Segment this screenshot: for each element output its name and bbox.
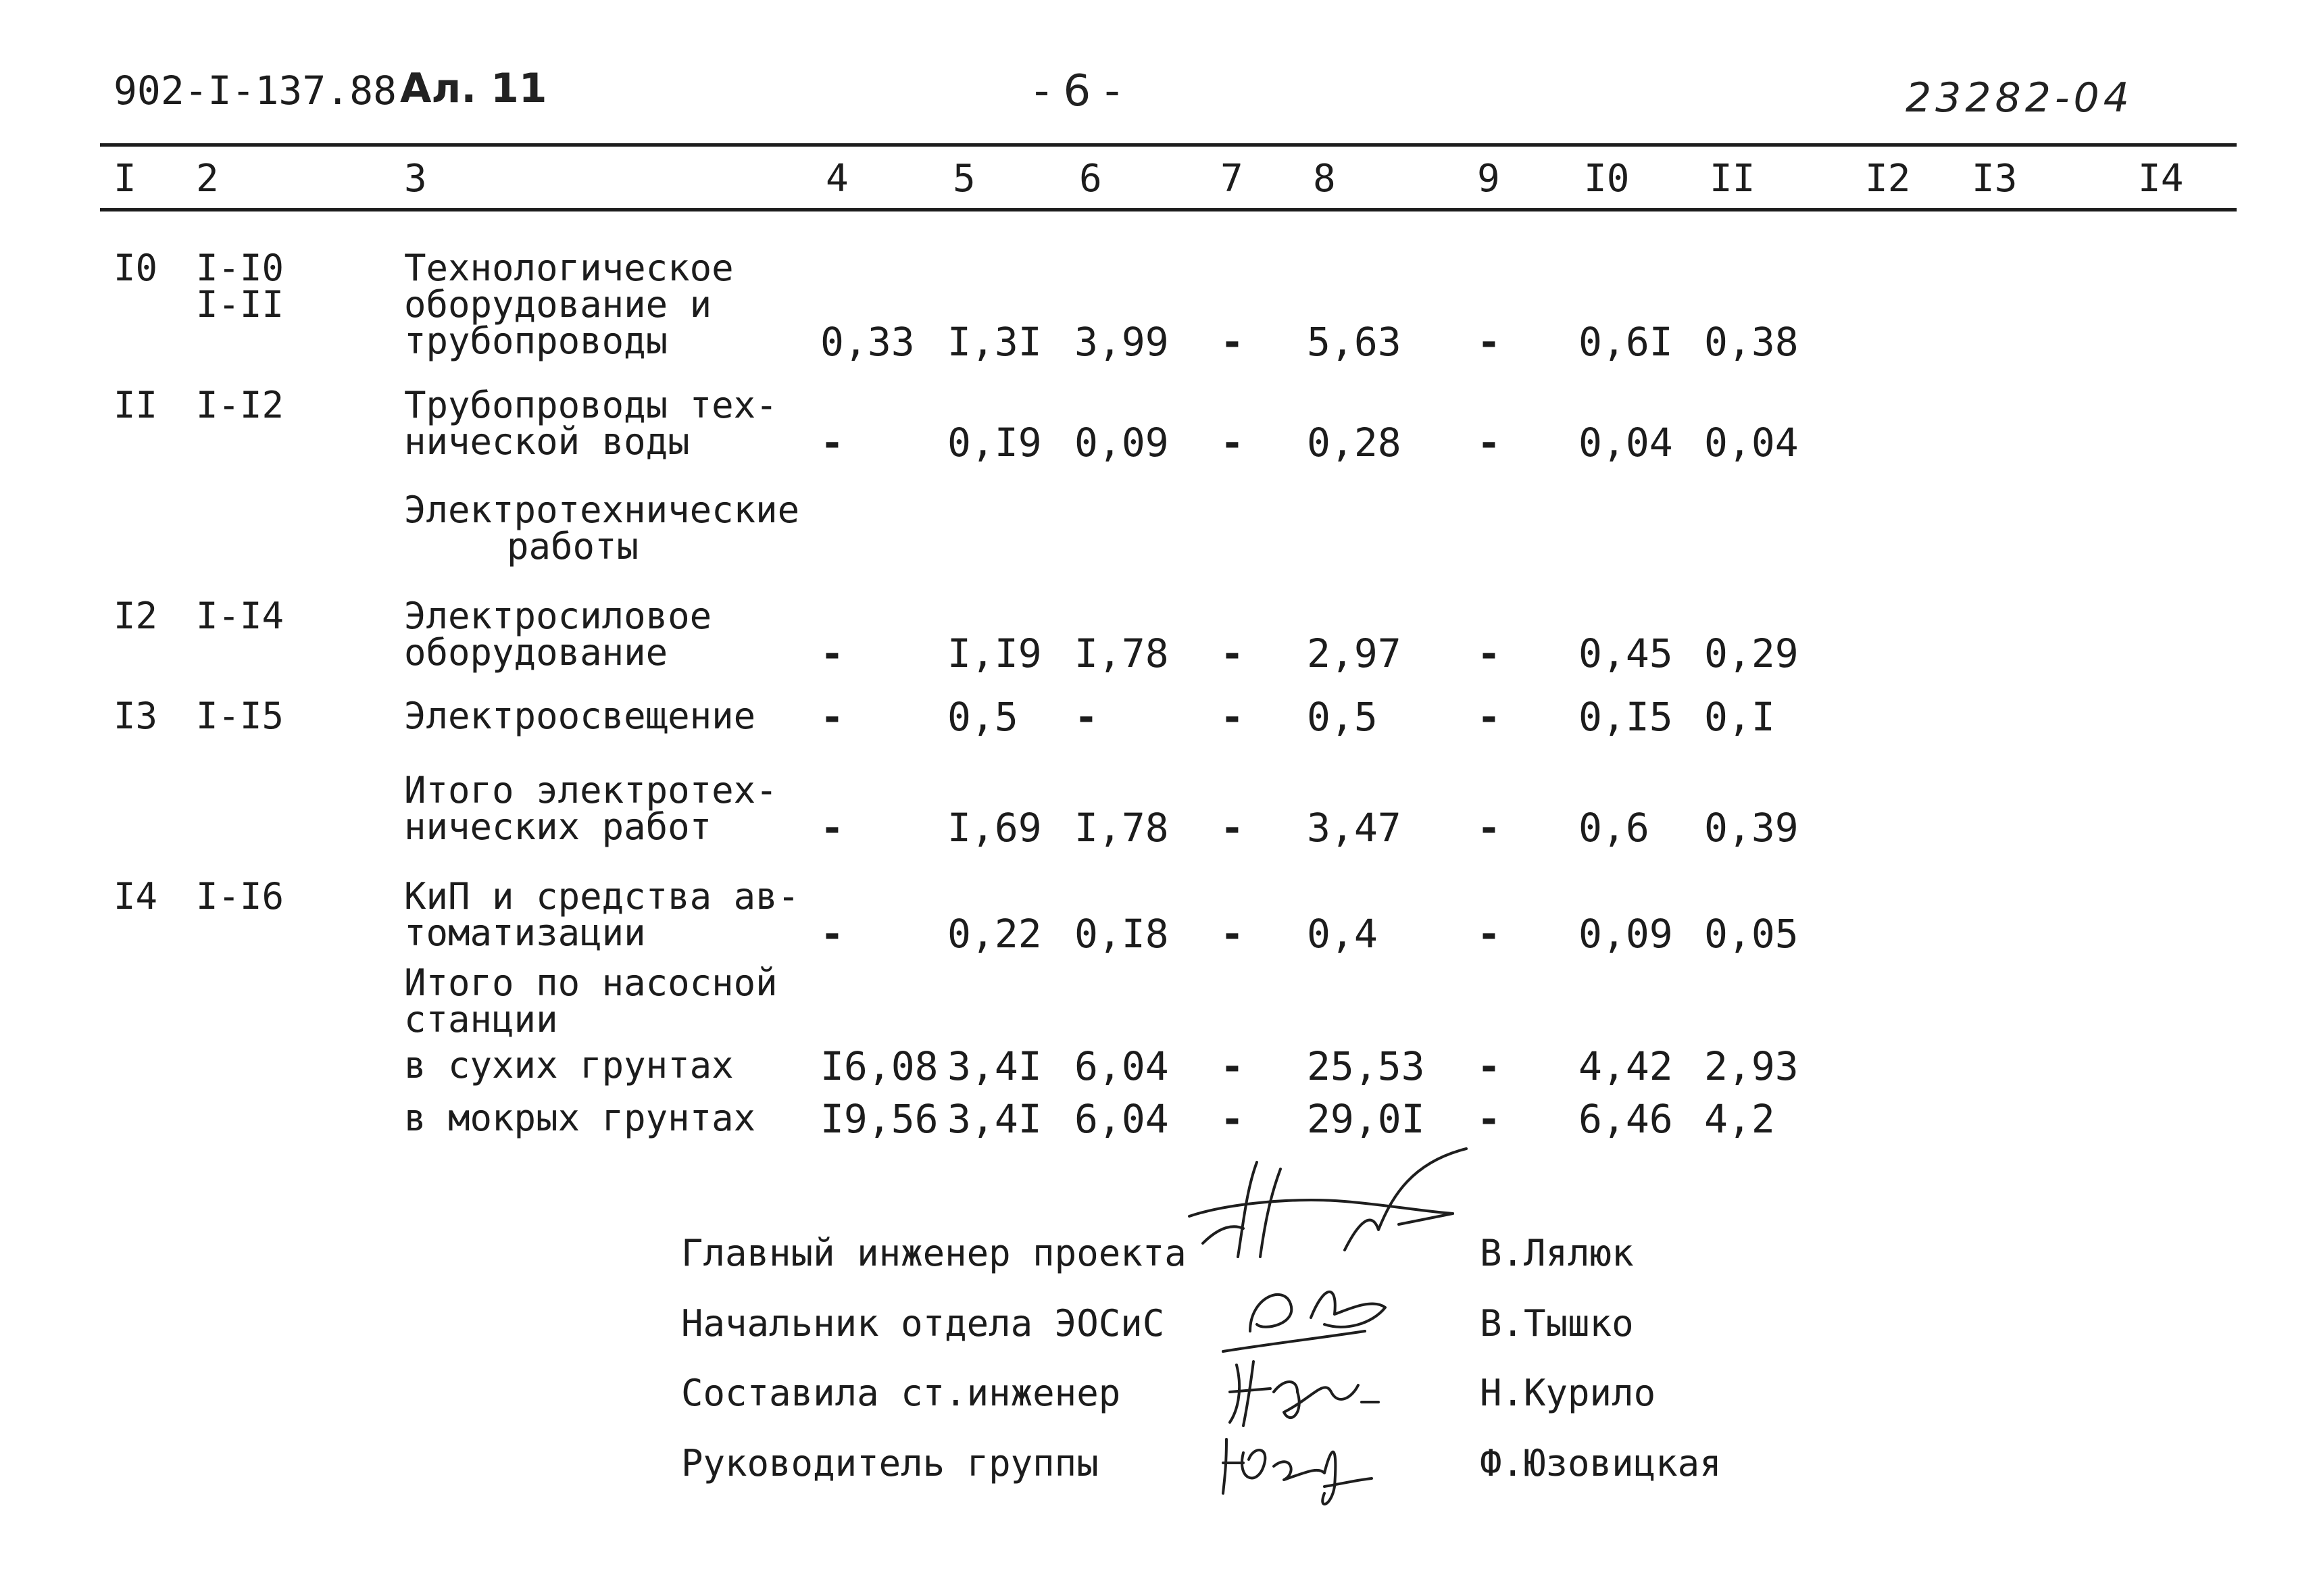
row-number: I0 <box>114 247 158 289</box>
cell-value: 0,04 <box>1704 420 1799 466</box>
column-number: 9 <box>1477 157 1500 201</box>
top-rule <box>100 143 2237 147</box>
signature-role: Руководитель группы <box>681 1442 1099 1485</box>
cell-value: - <box>1477 694 1501 740</box>
cell-value: - <box>1220 1043 1244 1089</box>
item-description: томатизации <box>404 912 646 954</box>
position-code: I-I5 <box>196 695 284 737</box>
item-description: трубопроводы <box>404 320 668 362</box>
cell-value: 0,4 <box>1307 911 1378 957</box>
cell-value: 0,28 <box>1307 420 1401 466</box>
signature-role: Составила ст.инженер <box>681 1372 1121 1414</box>
item-description: Электротехнические <box>404 489 800 531</box>
cell-value: 29,0I <box>1307 1096 1425 1142</box>
item-description: нических работ <box>404 805 712 848</box>
column-number: 5 <box>953 157 976 201</box>
item-description: оборудование и <box>404 283 712 326</box>
cell-value: - <box>1220 694 1244 740</box>
signatory-name: В.Тышко <box>1480 1302 1634 1345</box>
page-number: - 6 - <box>1034 66 1120 116</box>
item-description: Электроосвещение <box>404 695 756 737</box>
column-number: 7 <box>1220 157 1243 201</box>
cell-value: I,3I <box>947 319 1042 365</box>
cell-value: 0,I9 <box>947 420 1042 466</box>
item-description: в мокрых грунтах <box>404 1097 756 1139</box>
signature-chief-engineer <box>1189 1149 1473 1270</box>
signatory-name: Ф.Юзовицкая <box>1480 1442 1722 1485</box>
cell-value: I,I9 <box>947 630 1042 676</box>
row-number: II <box>114 384 158 426</box>
cell-value: - <box>820 805 844 851</box>
column-number: I0 <box>1584 157 1630 201</box>
sheet-code: 23282-04 <box>1906 74 2133 122</box>
cell-value: 6,46 <box>1578 1096 1673 1142</box>
cell-value: 0,I8 <box>1074 911 1169 957</box>
cell-value: - <box>1220 805 1244 851</box>
column-number: I4 <box>2138 157 2184 201</box>
cell-value: 0,I5 <box>1578 694 1673 740</box>
cell-value: - <box>1477 805 1501 851</box>
cell-value: 0,5 <box>947 694 1018 740</box>
item-description: нической воды <box>404 420 690 463</box>
cell-value: 3,47 <box>1307 805 1401 851</box>
position-code: I-I4 <box>196 595 284 637</box>
signature-role: Начальник отдела ЭОСиС <box>681 1302 1165 1345</box>
item-description: КиП и средства ав- <box>404 875 800 918</box>
cell-value: I,69 <box>947 805 1042 851</box>
cell-value: - <box>1477 911 1501 957</box>
cell-value: 2,93 <box>1704 1043 1799 1089</box>
cell-value: - <box>1220 1096 1244 1142</box>
signatory-name: В.Лялюк <box>1480 1232 1634 1274</box>
cell-value: 0,04 <box>1578 420 1673 466</box>
cell-value: 4,2 <box>1704 1096 1775 1142</box>
cell-value: I,78 <box>1074 630 1169 676</box>
cell-value: 5,63 <box>1307 319 1401 365</box>
cell-value: 0,09 <box>1074 420 1169 466</box>
cell-value: 0,05 <box>1704 911 1799 957</box>
cell-value: - <box>1220 420 1244 466</box>
cell-value: - <box>1220 911 1244 957</box>
cell-value: 6,04 <box>1074 1096 1169 1142</box>
item-description: Технологическое <box>404 247 734 289</box>
column-number: 6 <box>1079 157 1102 201</box>
cell-value: - <box>1477 319 1501 365</box>
cell-value: I6,08 <box>820 1043 939 1089</box>
position-code: I-I6 <box>196 875 284 918</box>
position-code: I-I2 <box>196 384 284 426</box>
cell-value: 2,97 <box>1307 630 1401 676</box>
doc-code: 902-I-137.88 <box>114 68 397 114</box>
item-description: в сухих грунтах <box>404 1044 734 1087</box>
cell-value: - <box>1220 630 1244 676</box>
column-number: I2 <box>1865 157 1911 201</box>
column-number: I3 <box>1972 157 2018 201</box>
column-number: 2 <box>196 157 219 201</box>
signature-group-leader <box>1216 1426 1378 1514</box>
cell-value: 4,42 <box>1578 1043 1673 1089</box>
cell-value: 0,29 <box>1704 630 1799 676</box>
cell-value: 0,22 <box>947 911 1042 957</box>
cell-value: - <box>1477 1043 1501 1089</box>
cell-value: 0,09 <box>1578 911 1673 957</box>
row-number: I4 <box>114 875 158 918</box>
column-number: 3 <box>404 157 427 201</box>
cell-value: - <box>1220 319 1244 365</box>
album-number: Ал. 11 <box>400 65 547 112</box>
column-number: I <box>114 157 136 201</box>
item-description: работы <box>507 525 639 568</box>
signature-role: Главный инженер проекта <box>681 1232 1187 1274</box>
item-description: Итого по насосной <box>404 962 778 1004</box>
cell-value: 0,I <box>1704 694 1775 740</box>
position-code: I-II <box>196 283 284 326</box>
signatory-name: Н.Курило <box>1480 1372 1656 1414</box>
cell-value: 3,4I <box>947 1096 1042 1142</box>
cell-value: I9,56 <box>820 1096 939 1142</box>
item-description: Электросиловое <box>404 595 712 637</box>
cell-value: - <box>820 694 844 740</box>
item-description: Трубопроводы тех- <box>404 384 778 426</box>
item-description: станции <box>404 998 558 1041</box>
row-number: I3 <box>114 695 158 737</box>
column-number: II <box>1710 157 1756 201</box>
cell-value: 3,99 <box>1074 319 1169 365</box>
cell-value: I,78 <box>1074 805 1169 851</box>
cell-value: 0,6 <box>1578 805 1649 851</box>
cell-value: - <box>1477 420 1501 466</box>
cell-value: 0,5 <box>1307 694 1378 740</box>
row-number: I2 <box>114 595 158 637</box>
cell-value: 0,39 <box>1704 805 1799 851</box>
position-code: I-I0 <box>196 247 284 289</box>
cell-value: 0,45 <box>1578 630 1673 676</box>
cell-value: - <box>820 911 844 957</box>
column-number: 4 <box>826 157 849 201</box>
item-description: оборудование <box>404 631 668 674</box>
cell-value: 0,38 <box>1704 319 1799 365</box>
cell-value: 3,4I <box>947 1043 1042 1089</box>
cell-value: 6,04 <box>1074 1043 1169 1089</box>
signature-senior-engineer <box>1223 1351 1392 1432</box>
cell-value: 0,6I <box>1578 319 1673 365</box>
cell-value: - <box>1074 694 1098 740</box>
cell-value: 0,33 <box>820 319 915 365</box>
item-description: Итого электротех- <box>404 769 778 812</box>
cell-value: - <box>1477 630 1501 676</box>
cell-value: - <box>820 630 844 676</box>
cell-value: - <box>1477 1096 1501 1142</box>
header-rule <box>100 208 2237 211</box>
column-number: 8 <box>1313 157 1336 201</box>
cell-value: 25,53 <box>1307 1043 1425 1089</box>
cell-value: - <box>820 420 844 466</box>
